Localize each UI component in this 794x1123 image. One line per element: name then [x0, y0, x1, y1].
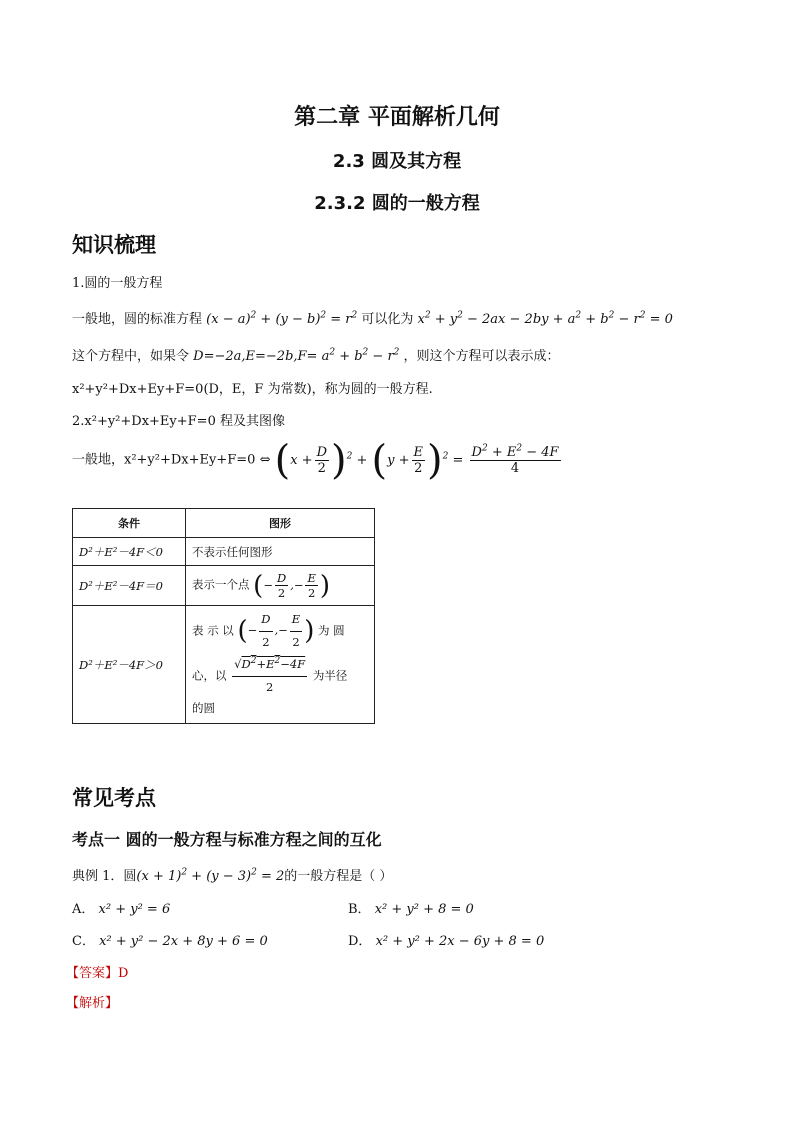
expanded-equation: $x^2 + y^2 - 2ax - 2by + a^2 + b^2 - r^2 = 0$ — [417, 310, 673, 327]
figure-none: 不表示任何图形 — [186, 538, 375, 566]
condition-positive: D²＋E²－4F＞0 — [73, 606, 186, 724]
item1-title: 1.圆的一般方程 — [72, 276, 163, 291]
answer-value: D — [118, 966, 129, 981]
substitution-formula: $D=-2a,E=-2b,F= a^2 + b^2 - r^2$ — [193, 347, 400, 364]
standard-form-line — [72, 308, 673, 327]
equivalence-line — [72, 437, 563, 483]
example-1: 典例 1．圆$(x + 1)^2 + (y - 3)^2 = 2$的一般方程是（ ） — [72, 867, 393, 884]
answer-line — [66, 962, 128, 981]
header-condition: 条件 — [73, 509, 186, 538]
completed-square-formula: (x + $\frac{D}{2}$ )$^2$ + (y + $\frac{E}{2}$ )$^2$ = $\frac{D^2 + E^2 - 4F}{4}$ — [274, 437, 559, 483]
line2-suffix: ，则这个方程可以表示成： — [403, 349, 560, 364]
subsection-title: 2.3.2 圆的一般方程 — [314, 193, 480, 214]
option-b: B． x² + y² + 8 = 0 — [348, 902, 474, 917]
line4-prefix: 一般地，x²+y²+Dx+Ey+F=0 ⇔ — [72, 452, 271, 468]
standard-equation: $(x - a)^2 + (y - b)^2 = r^2$ — [206, 310, 358, 327]
option-a: A． x² + y² = 6 — [72, 902, 171, 917]
exam-heading: 常见考点 — [72, 786, 156, 810]
section-title: 2.3 圆及其方程 — [332, 151, 462, 172]
option-c: C． x² + y² − 2x + 8y + 6 = 0 — [72, 934, 268, 949]
figure-circle: 表 示 以 (− $\frac{D}{2}$ ,− $\frac{E}{2}$ ) 为 圆 心，以 $\frac{√D^2+E^2-4F}{2}$ 为半径 的圆 — [186, 606, 375, 724]
table-row — [73, 606, 375, 724]
item2-title: 2.x²+y²+Dx+Ey+F=0 程及其图像 — [72, 414, 285, 429]
exam-point-1: 考点一 圆的一般方程与标准方程之间的互化 — [72, 830, 382, 849]
knowledge-heading: 知识梳理 — [72, 233, 156, 257]
table-row — [73, 566, 375, 606]
option-d: D． x² + y² + 2x − 6y + 8 = 0 — [348, 934, 545, 949]
general-form-definition: x²+y²+Dx+Ey+F=0(D，E，F 为常数)，称为圆的一般方程. — [72, 382, 433, 397]
circle-radius: $\frac{√D^2+E^2-4F}{2}$ — [230, 668, 309, 682]
example-equation: $(x + 1)^2 + (y - 3)^2 = 2$ — [136, 867, 285, 884]
condition-table — [72, 508, 375, 724]
point-coordinates: (− $\frac{D}{2}$ ,− $\frac{E}{2}$ ) — [253, 570, 331, 601]
substitution-line — [72, 345, 560, 364]
circle-center: (− $\frac{D}{2}$ ,− $\frac{E}{2}$ ) — [237, 623, 314, 637]
line1-prefix: 一般地，圆的标准方程 — [72, 312, 203, 327]
line2-prefix: 这个方程中，如果令 — [72, 349, 190, 364]
analysis-label: 【解析】 — [66, 996, 119, 1011]
header-figure: 图形 — [186, 509, 375, 538]
condition-zero: D²＋E²－4F＝0 — [73, 566, 186, 606]
table-row — [73, 538, 375, 566]
line1-mid: 可以化为 — [361, 312, 414, 327]
figure-point: 表示一个点 (− $\frac{D}{2}$ ,− $\frac{E}{2}$ ) — [186, 566, 375, 606]
answer-label: 【答案】 — [66, 966, 119, 981]
chapter-title: 第二章 平面解析几何 — [294, 105, 500, 130]
condition-negative: D²＋E²－4F＜0 — [73, 538, 186, 566]
